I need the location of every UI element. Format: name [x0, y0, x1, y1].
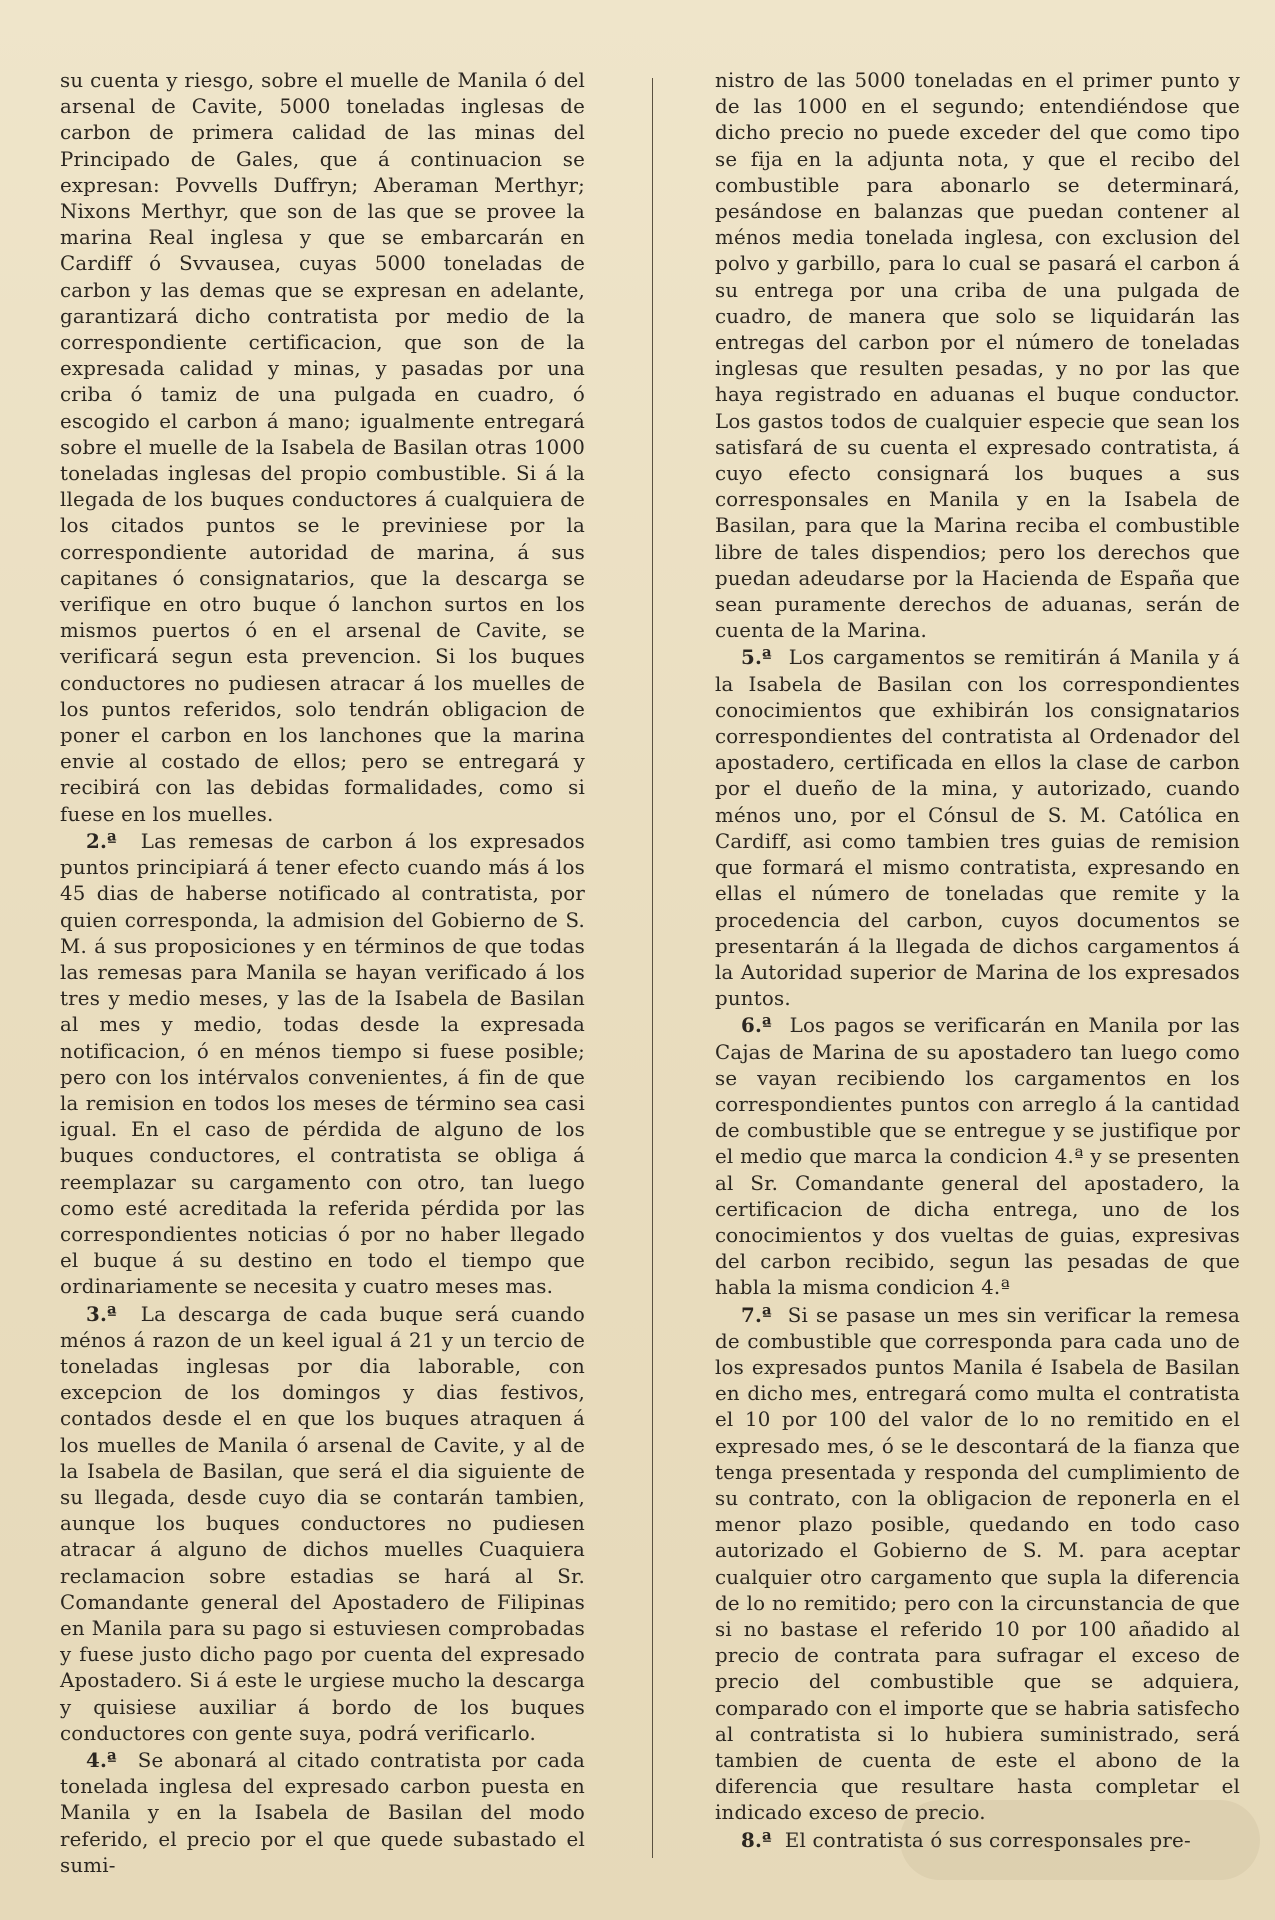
paragraph-text: nistro de las 5000 toneladas en el primer punto y de las 1000 en el segundo; entendiéndose que dicho precio no puede exceder del que como tipo se fija en la adjunta nota, y que el recibo del combustible para abonarlo se determinará, pesándose en balanzas que puedan contener al ménos media tonelada inglesa, con exclusion del polvo y garbillo, para lo cual se pasará el carbon á su entrega por una criba de una pulgada de cuadro, de manera que solo se liquidarán las entregas del carbon por el número de toneladas inglesas que resulten pesadas, y no por las que haya registrado en aduanas el buque conductor. Los gastos todos de cualquier especie que sean los satisfará de su cuenta el expresado contratista, á cuyo efecto consignará los buques a sus corresponsales en Manila y en la Isabela de Basilan, para que la Marina reciba el combustible libre de tales dispendios; pero los derechos que puedan adeudarse por la Hacienda de España que sean puramente derechos de aduanas, serán de cuenta de la Marina.: [715, 69, 1240, 643]
paragraph-text: Si se pasase un mes sin verificar la remesa de combustible que corresponda para cada uno de los expresados puntos Manila é Isabela de Basilan en dicho mes, entregará como multa el contratista el 10 por 100 del valor de lo no remitido en el expresado mes, ó se le descontará de la fianza que tenga presentada y responda del cumplimiento de su contrato, con la obligacion de reponerla en el menor plazo posible, quedando en todo caso autorizado el Gobierno de S. M. para aceptar cualquier otro cargamento que supla la diferencia de lo no remitido; pero con la circunstancia de que si no bastase el referido 10 por 100 añadido al precio de contrata para sufragar el exceso de precio del combustible que se adquiera, comparado con el importe que se habria satisfecho al contratista si lo hubiera suministrado, será tambien de cuenta de este el abono de la diferencia que resultare hasta completar el indicado exceso de precio.: [715, 1303, 1241, 1825]
condition-number: 3.ª: [86, 1301, 117, 1326]
condition-number: 6.ª: [741, 1013, 772, 1038]
paragraph-text: La descarga de cada buque será cuando ménos á razon de un keel igual á 21 y un tercio de toneladas inglesas por dia laborable, con excepcion de los domingos y dias festivos, contados desde el en que los buques atraquen á los muelles de Manila ó arsenal de Cavite, y al de la Isabela de Basilan, que será el dia siguiente de su llegada, desde cuyo dia se contarán tambien, aunque los buques conductores no pudiesen atracar á alguno de dichos muelles Cuaquiera reclamacion sobre estadias se hará al Sr. Comandante general del Apostadero de Filipinas en Manila para su pago si estuviesen comprobadas y fuese justo dicho pago por cuenta del expresado Apostadero. Si á este le urgiese mucho la descarga y quisiese auxiliar á bordo de los buques conductores con gente suya, podrá verificarlo.: [60, 1302, 585, 1745]
paragraph-text: su cuenta y riesgo, sobre el muelle de Manila ó del arsenal de Cavite, 5000 toneladas inglesas de carbon de primera calidad de las minas del Principado de Gales, que á continuacion se expresan: Povvells Duffryn; Aberaman Merthyr; Nixons Merthyr, que son de las que se provee la marina Real inglesa y que se embarcarán en Cardiff ó Svvausea, cuyas 5000 toneladas de carbon y las demas que se expresan en adelante, garantizará dicho contratista por medio de la correspondiente certificacion, que son de la expresada calidad y minas, y pasadas por una criba ó tamiz de una pulgada en cuadro, ó escogido el carbon á mano; igualmente entregará sobre el muelle de la Isabela de Basilan otras 1000 toneladas inglesas del propio combustible. Si á la llegada de los buques conductores á cualquiera de los citados puntos se le previniese por la correspondiente autoridad de marina, á sus capitanes ó consignatarios, que la descarga se verifique en otro buque ó lanchon surtos en los mismos puertos ó en el arsenal de Cavite, se verificará segun esta prevencion. Si los buques conductores no pudiesen atracar á los muelles de los puntos referidos, solo tendrán obligacion de poner el carbon en los lanchones que la marina envie al costado de ellos; pero se entregará y recibirá con las debidas formalidades, como si fuese en los muelles.: [60, 69, 585, 826]
paragraph: [60, 68, 585, 828]
paragraph: [715, 1827, 1240, 1854]
condition-number: 2.ª: [86, 828, 117, 853]
paragraph-text: El contratista ó sus corresponsales pre-: [784, 1828, 1191, 1852]
condition-number: 5.ª: [741, 645, 772, 670]
paragraph: [715, 1012, 1240, 1301]
paragraph: [715, 1302, 1240, 1827]
paragraph-text: Se abonará al citado contratista por cada tonelada inglesa del expresado carbon puesta en Manila y en la Isabela de Basilan del modo referido, el precio por el que quede subastado el sumi-: [60, 1749, 585, 1877]
left-column: [60, 68, 585, 1879]
paragraph: [60, 828, 585, 1301]
paragraph-text: Los cargamentos se remitirán á Manila y á la Isabela de Basilan con los correspondientes conocimientos que exhibirán los consignatarios correspondientes del contratista al Ordenador del apostadero, certificada en ellos la clase de carbon por el dueño de la mina, y autorizado, cuando ménos uno, por el Cónsul de S. M. Católica en Cardiff, asi como tambien tres guias de remision que formará el mismo contratista, expresando en ellas el número de toneladas que remite y la procedencia del carbon, cuyos documentos se presentarán á la llegada de dichos cargamentos á la Autoridad superior de Marina de los expresados puntos.: [715, 646, 1240, 1011]
paragraph-text: Las remesas de carbon á los expresados puntos principiará á tener efecto cuando más á los 45 dias de haberse notificado al contratista, por quien corresponda, la admision del Gobierno de S. M. á sus proposiciones y en términos de que todas las remesas para Manila se hayan verificado á los tres y medio meses, y las de la Isabela de Basilan al mes y medio, todas desde la expresada notificacion, ó en ménos tiempo si fuese posible; pero con los intérvalos convenientes, á fin de que la remision en todos los meses de término sea casi igual. En el caso de pérdida de alguno de los buques conductores, el contratista se obliga á reemplazar su cargamento con otro, tan luego como esté acreditada la referida pérdida por las correspondientes noticias ó por no haber llegado el buque á su destino en todo el tiempo que ordinariamente se necesita y cuatro meses mas.: [60, 829, 585, 1299]
condition-number: 4.ª: [86, 1748, 117, 1772]
condition-number: 7.ª: [741, 1302, 772, 1327]
paragraph: [60, 1747, 585, 1879]
right-column: [715, 68, 1240, 1854]
paragraph: [60, 1301, 585, 1747]
paragraph-text: Los pagos se verificarán en Manila por las Cajas de Marina de su apostadero tan luego como se vayan recibiendo los cargamentos en los correspondientes puntos con arreglo á la cantidad de combustible que se entregue y se justifique por el medio que marca la condicion 4.ª y se presenten al Sr. Comandante general del apostadero, la certificacion de dicha entrega, uno de los conocimientos y dos vueltas de guias, expresivas del carbon recibido, segun las pesadas de que habla la misma condicion 4.ª: [715, 1014, 1240, 1300]
paragraph: [715, 644, 1240, 1012]
condition-number: 8.ª: [741, 1827, 772, 1852]
column-divider: [652, 78, 653, 1858]
paragraph: [715, 68, 1240, 644]
